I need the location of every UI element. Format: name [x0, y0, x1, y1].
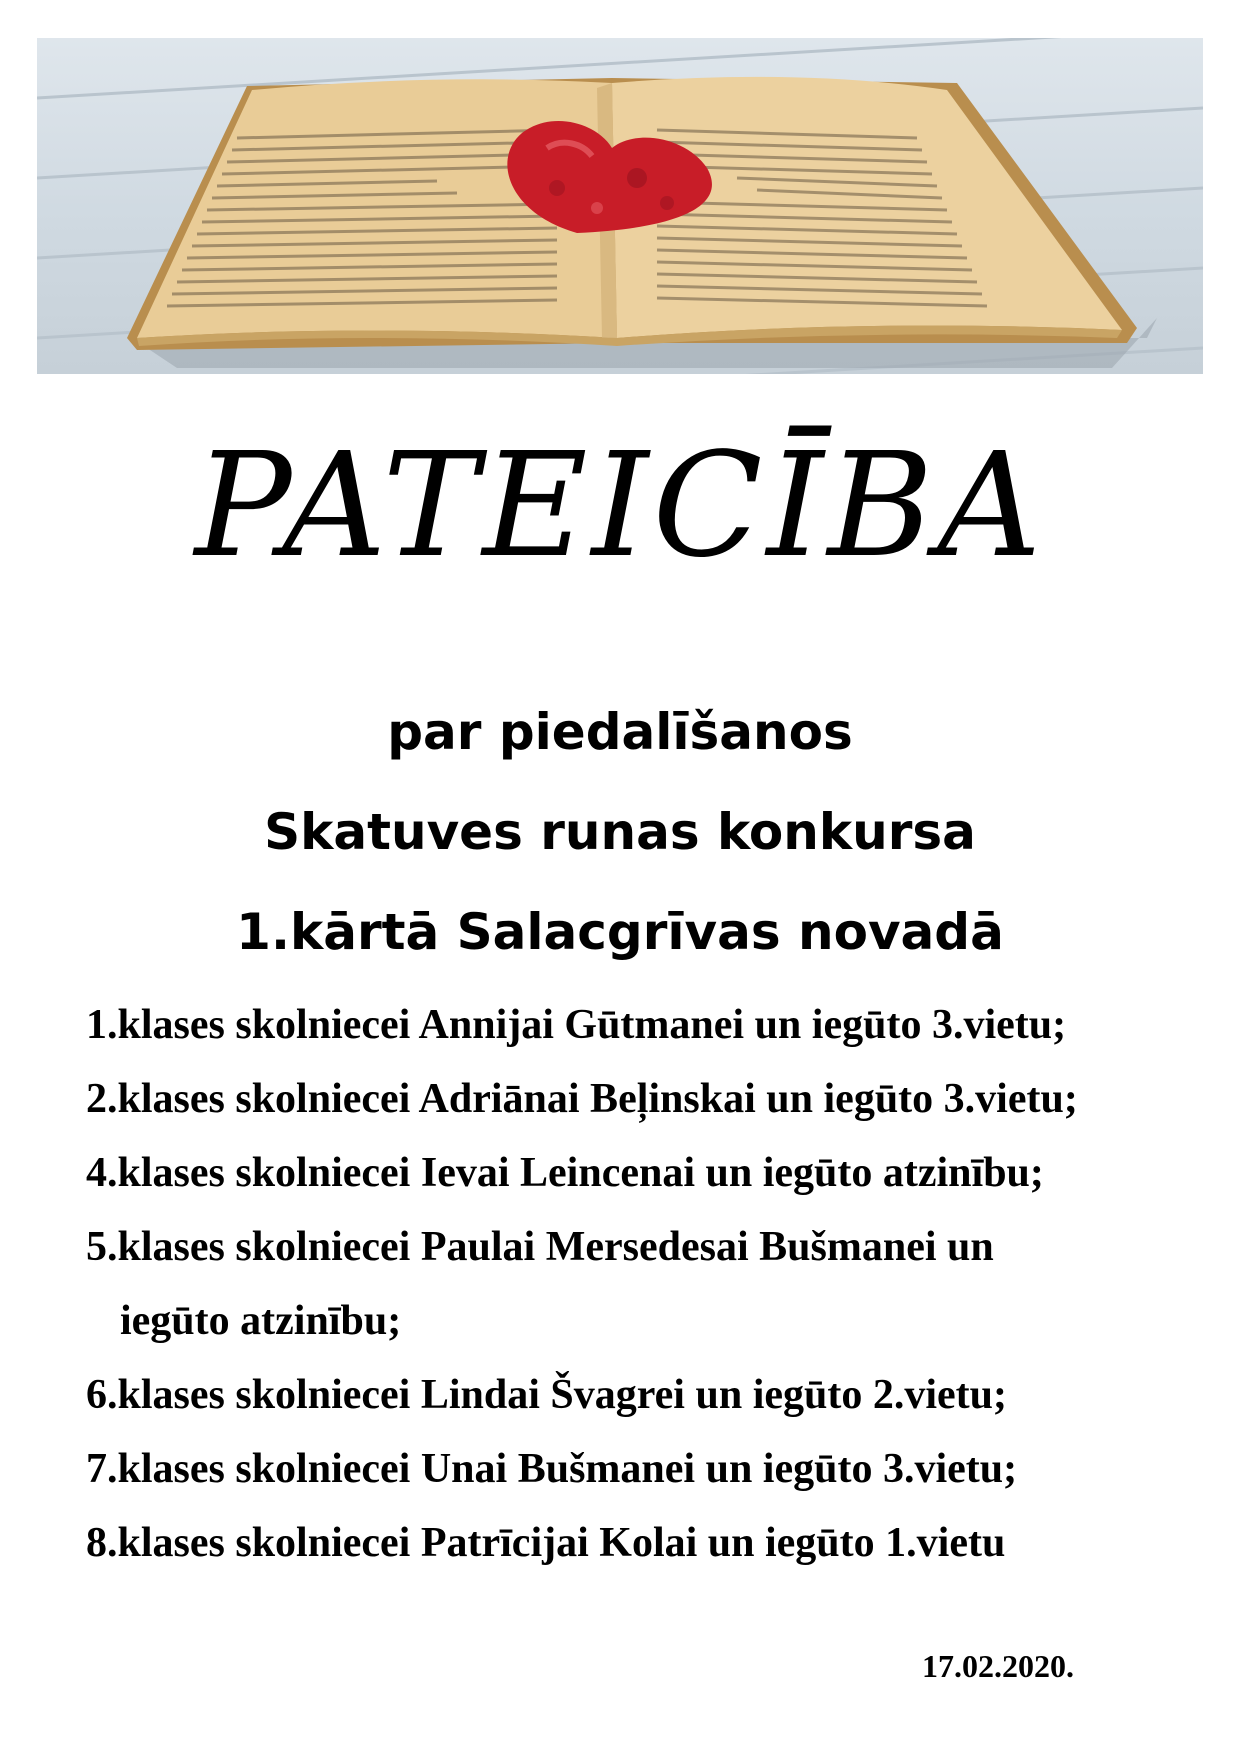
list-item: 5.klases skolniecei Paulai Mersedesai Bušmanei un	[86, 1224, 994, 1270]
list-item: 6.klases skolniecei Lindai Švagrei un iegūto 2.vietu;	[86, 1372, 1007, 1418]
list-item: 7.klases skolniecei Unai Bušmanei un iegūto 3.vietu;	[86, 1446, 1018, 1492]
list-item: 1.klases skolniecei Annijai Gūtmanei un iegūto 3.vietu;	[86, 1002, 1067, 1048]
list-item: 2.klases skolniecei Adriānai Beļinskai un iegūto 3.vietu;	[86, 1076, 1078, 1122]
list-item: 8.klases skolniecei Patrīcijai Kolai un iegūto 1.vietu	[86, 1520, 1006, 1566]
subtitle-line-3: 1.kārtā Salacgrīvas novadā	[236, 903, 1004, 961]
list-item-continuation: iegūto atzinību;	[120, 1298, 402, 1344]
document-date: 17.02.2020.	[922, 1648, 1074, 1684]
list-item: 4.klases skolniecei Ievai Leincenai un iegūto atzinību;	[86, 1150, 1044, 1196]
subtitle-line-2: Skatuves runas konkursa	[264, 803, 976, 861]
subtitle-line-1: par piedalīšanos	[387, 703, 853, 761]
book-heart-image	[37, 38, 1203, 374]
header-photo	[37, 38, 1203, 374]
page-title: PATEICĪBA	[194, 421, 1046, 589]
